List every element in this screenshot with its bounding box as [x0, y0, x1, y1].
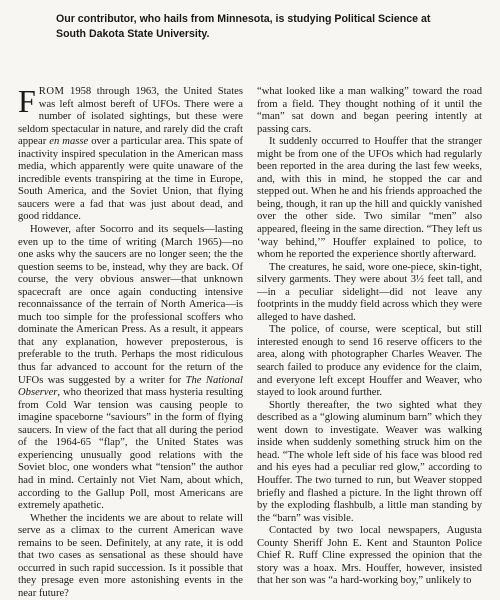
article-paragraph — [18, 224, 243, 513]
article-paragraph: It suddenly occurred to Houffer that the stranger might be from one of the UFOs which had regularly been reported in the area during the last few weeks, and, with this in mind, he stopped the car and stepped out. When he and his friends approached the being, though, it ran up the hill and quickly vanished over the other side. Two similar “men” also appeared, fleeing in the same direction. “They left us ‘way behind,’” Houffer explained to police, to whom he reported the experience shortly afterward. — [257, 136, 482, 261]
article-column-left — [18, 83, 243, 599]
article-paragraph: Whether the incidents we are about to relate will serve as a climax to the current American wave remains to be seen. Definitely, at any rate, it is odd that two cases as sensational as these should have occurred in such rapid succession. Is it possible that they presage even more astonishing events in the near future? — [18, 512, 243, 599]
paragraph-text: , who theorized that mass hysteria resulting from Cold War tension was causing people to imagine spaceborne “saviours” in the form of flying saucers. In view of the fact that all during the period of the 1964-65 “flap”, the United States was experiencing unusually good relations with the Soviet bloc, one wonders what “tension” the author had in mind. Certainly not Viet Nam, about which, according to the Gallup Poll, most Americans are extremely apathetic. — [18, 387, 243, 512]
article-paragraph: Contacted by two local newspapers, Augusta County Sheriff John E. Kent and Staunton Police Chief R. Ruff Cline expressed the opinion that the story was a hoax. Mrs. Houffer, however, insisted that her son was “a hard-working boy,” unlikely to — [257, 525, 482, 587]
publication-title: The National Observer — [18, 374, 243, 399]
article-paragraph: Shortly thereafter, the two sighted what they described as a “glowing aluminum barn” which they went down to investigate. Weaver was walking inside when suddenly something struck him on the head. “The whole left side of his face was blood red and his eyes had a peculiar red glow,” according to Houffer. The two turned to run, but Weaver stopped briefly and flashed a picture. In the light thrown off by the exploding flashbulb, a little man standing by the “barn” was visible. — [257, 399, 482, 524]
paragraph-text: over a particular area. This spate of inactivity inspired speculation in the American mass media, which apparently were quite unaware of the incredible events transpiring at the time in Europe, South America, and the Soviet Union, that flying saucers were a fad that was just about dead, and good riddance. — [18, 136, 243, 223]
article-paragraph: The creatures, he said, wore one-piece, skin-tight, silvery garments. They were about 3½ feet tall, and—in a peculiar sidelight—did not leave any footprints in the muddy field across which they were alleged to have dashed. — [257, 261, 482, 323]
italic-phrase: en masse — [49, 136, 89, 148]
drop-cap: F — [18, 83, 36, 119]
article-paragraph: The police, of course, were sceptical, but still interested enough to send 16 reserve officers to the area, along with photographer Charles Weaver. The search failed to produce any evidence for the claim, and everyone left except Houffer and Weaver, who stayed to look around further. — [257, 324, 482, 399]
paragraph-text: 1958 through 1963, the United States was left almost bereft of UFOs. There were a number of isolated sightings, but these were seldom spectacular in nature, and rarely did the craft appear — [18, 86, 243, 148]
paragraph-text: However, after Socorro and its sequels—lasting even up to the time of writing (March 1965)—no one asks why the saucers are no longer seen; the the question seems to be, instead, why they are back. Of course, the very obvious answer—that unknown spacecraft are once again conducting intensive reconnaissance of the terrain of North America—is much too simple for the professional scoffers who dominate the American Press. As a result, it appears that any explanation, however preposterous, is preferable to the truth. Perhaps the most ridiculous thus far advanced to account for the return of the UFOs was suggested by a writer for — [18, 224, 243, 386]
article-paragraph: “what looked like a man walking” toward the road from a field. They thought nothing of it until the “man” sat down and began peering intently at passing cars. — [257, 86, 482, 135]
contributor-intro: Our contributor, who hails from Minnesota, is studying Political Science at South Dakota State University. — [56, 13, 431, 40]
article-paragraph — [18, 83, 243, 224]
lead-word: ROM — [38, 86, 65, 97]
article-column-right — [257, 86, 482, 587]
